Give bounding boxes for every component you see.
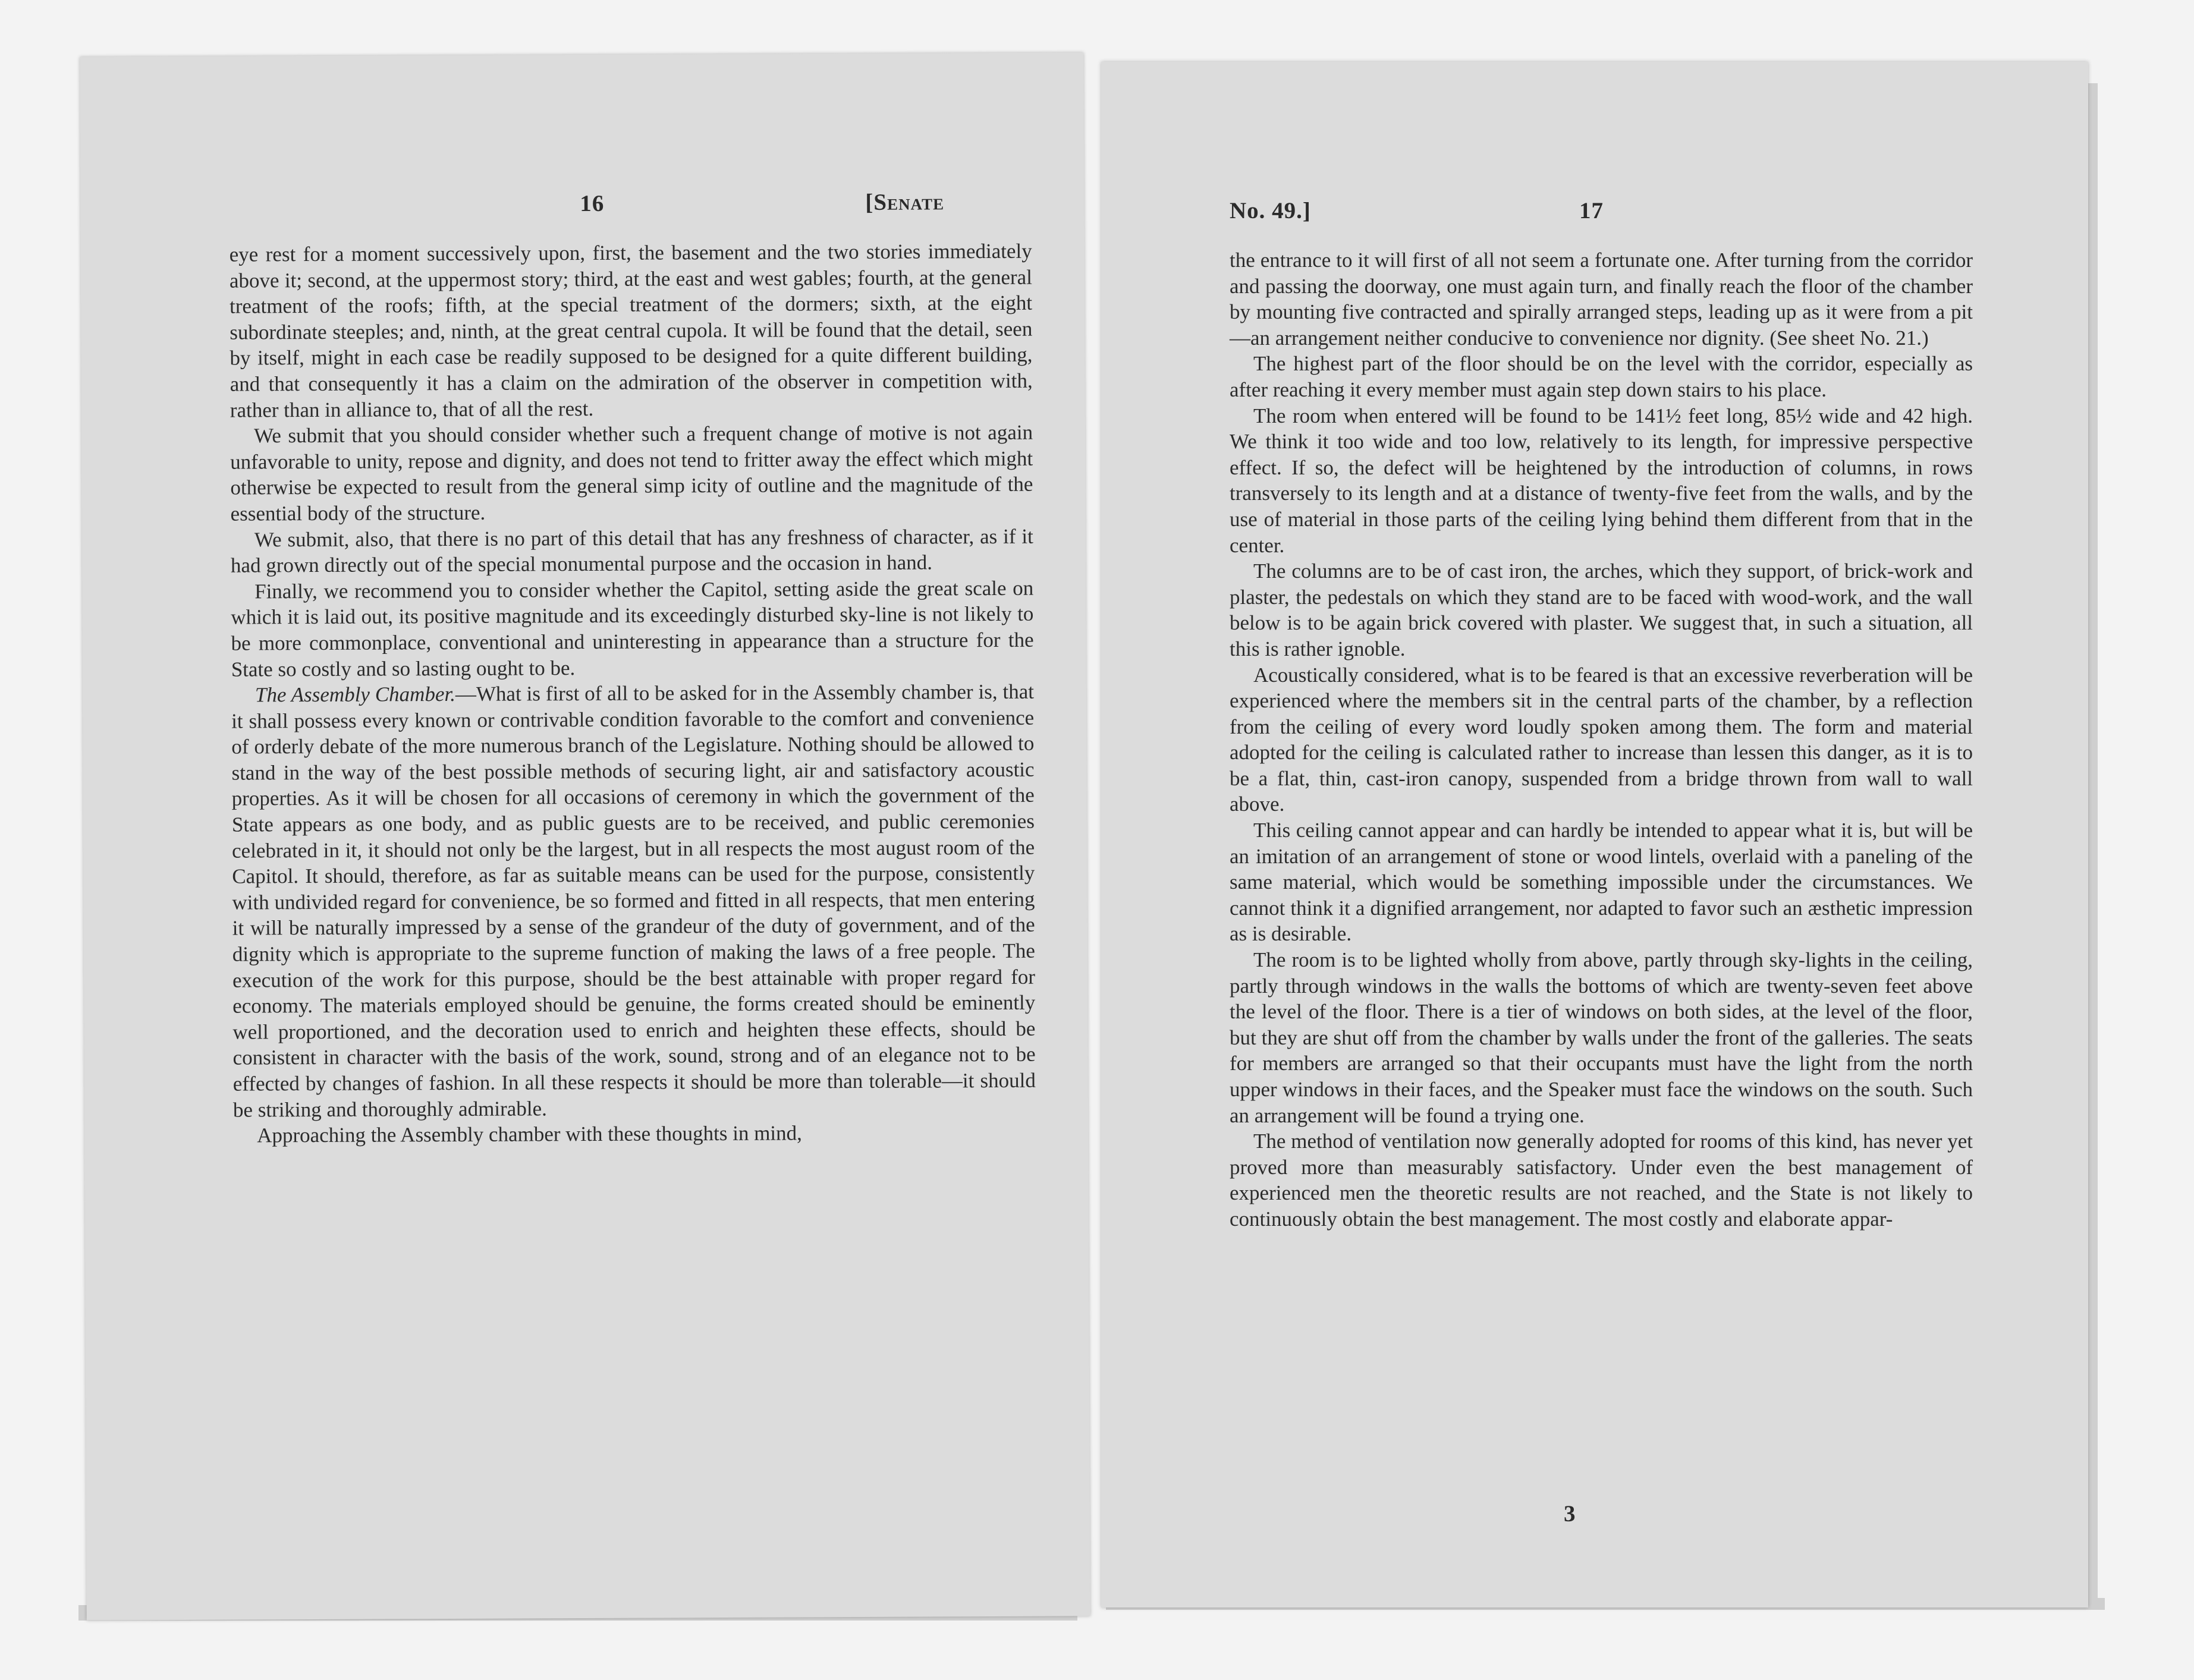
paragraph: The method of ventilation now generally adopted for rooms of this kind, has never yet proved more than measurably satisfactory. Under even the best management of experienced men the theoretic results are not reached, and the State is not likely to continuously obtain the best management. The most costly and elaborate appar- xyxy=(1230,1130,1973,1231)
right-page-body xyxy=(1230,247,1973,1232)
paragraph: eye rest for a moment successively upon, first, the basement and the two stories immediately above it; second, at the uppermost story; third, at the east and west gables; fourth, at the general treatment of the roofs; fifth, at the special treatment of the dormers; sixth, at the eight subordinate steeples; and, ninth, at the great central cupola. It will be found that the detail, seen by itself, might in each case be readily supposed to be designed for a quite different building, and that consequently it has a claim on the admiration of the observer in competition with, rather than in alliance to, that of all the rest. xyxy=(229,239,1033,422)
paragraph: This ceiling cannot appear and can hardly be intended to appear what it is, but will be an imitation of an arrangement of stone or wood lintels, overlaid with a paneling of the same material, which would be something impossible under the circumstances. We cannot think it a dignified arrangement, nor adapted to favor such an æsthetic impression as is desirable. xyxy=(1230,819,1973,946)
right-running-head: No. 49.] xyxy=(1230,198,1311,224)
paragraph: We submit that you should consider whether such a frequent change of motive is not again unfavorable to unity, repose and dignity, and does not tend to fritter away the effect which might otherwise be expected to result from the general simp icity of outline and the magnitude of the essential body of the structure. xyxy=(230,420,1033,526)
left-page xyxy=(80,52,1090,1620)
left-page-number: 16 xyxy=(580,190,605,217)
paragraph: Finally, we recommend you to consider whether the Capitol, setting aside the great scale on which it is laid out, its positive magnitude and its exceedingly disturbed sky-line is not likely to be more commonplace, conventional and uninteresting in appearance than a structure for the State so costly and so lasting ought to be. xyxy=(231,576,1034,681)
paragraph: Approaching the Assembly chamber with these thoughts in mind, xyxy=(257,1121,802,1147)
paragraph: The columns are to be of cast iron, the arches, which they support, of brick-work and plaster, the pedestals on which they stand are to be faced with wood-work, and the wall below is to be again brick covered with plaster. We suggest that, in such a situation, all this is rather ignoble. xyxy=(1230,559,1973,660)
right-page xyxy=(1101,62,2088,1607)
right-page-number: 17 xyxy=(1579,198,1604,224)
paragraph: the entrance to it will first of all not seem a fortunate one. After turning from the corridor and passing the doorway, one must again turn, and finally reach the floor of the chamber by mounting five contracted and spirally arranged steps, leading up as it were from a pit—an arrangement neither conducive to convenience nor dignity. (See sheet No. 21.) xyxy=(1230,248,1973,350)
section-heading: The Assembly Chamber. xyxy=(254,682,456,707)
paragraph: The room when entered will be found to be 141½ feet long, 85½ wide and 42 high. We think it too wide and too low, relatively to its length, for impressive perspective effect. If so, the defect will be heightened by the introduction of columns, in rows transversely to its length and at a distance of twenty-five feet from the walls, and by the use of material in those parts of the ceiling lying behind them different from that in the center. xyxy=(1230,404,1973,557)
assembly-text: —What is first of all to be asked for in the Assembly chamber is, that it shall possess every known or contrivable condition favorable to the comfort and convenience of orderly debate of the more numerous branch of the Legislature. Nothing should be allowed to stand in the way of the best possible methods of securing light, air and satisfactory acoustic properties. As it will be chosen for all occasions of ceremony in which the government of the State appears as one body, and as public guests are to be received, and public ceremonies celebrated in it, it should not only be the largest, but in all respects the most august room of the Capitol. It should, therefore, as far as suitable means can be used for the purpose, consistently with undivided regard for convenience, be so formed and fitted in all respects, that men entering it will be naturally impressed by a sense of the grandeur of the duty of government, and of the dignity which is appropriate to the supreme function of making the laws of a free people. The execution of the work for this purpose, should be the best attainable with proper regard for economy. The materials employed should be genuine, the forms created should be eminently well proportioned, and the decoration used to enrich and heighten these effects, should be consistent in character with the basis of the work, sound, strong and of an elegance not to be effected by changes of fashion. In all these respects it should be more than tolerable—it should be striking and thoroughly admirable. xyxy=(231,679,1036,1122)
paragraph: The highest part of the floor should be on the level with the corridor, especially as after reaching it every member must again step down stairs to his place. xyxy=(1230,352,1973,401)
left-page-body xyxy=(230,238,1036,1149)
paragraph: We submit, also, that there is no part of this detail that has any freshness of character, as if it had grown directly out of the special monumental purpose and the occasion in hand. xyxy=(230,524,1033,577)
paragraph: The room is to be lighted wholly from above, partly through sky-lights in the ceiling, partly through windows in the walls the bottoms of which are twenty-seven feet above the level of the floor. There is a tier of windows on both sides, at the level of the floor, but they are shut off from the chamber by walls under the front of the galleries. The seats for members are arranged so that their occupants must have the light from the north upper windows in their faces, and the Speaker must face the windows on the south. Such an arrangement will be found a trying one. xyxy=(1230,948,1973,1127)
paragraph: Acoustically considered, what is to be feared is that an excessive reverberation will be experienced where the members sit in the central parts of the chamber, by a reflection from the ceiling of every word loudly spoken among them. The form and material adopted for the ceiling is calculated rather to increase than lessen this danger, as it is to be a flat, thin, cast-iron canopy, suspended from a bridge thrown from wall to wall above. xyxy=(1230,663,1973,816)
signature-mark: 3 xyxy=(1564,1501,1576,1527)
assembly-chamber-paragraph xyxy=(231,679,1036,1123)
left-running-head: [Senate xyxy=(865,189,945,215)
